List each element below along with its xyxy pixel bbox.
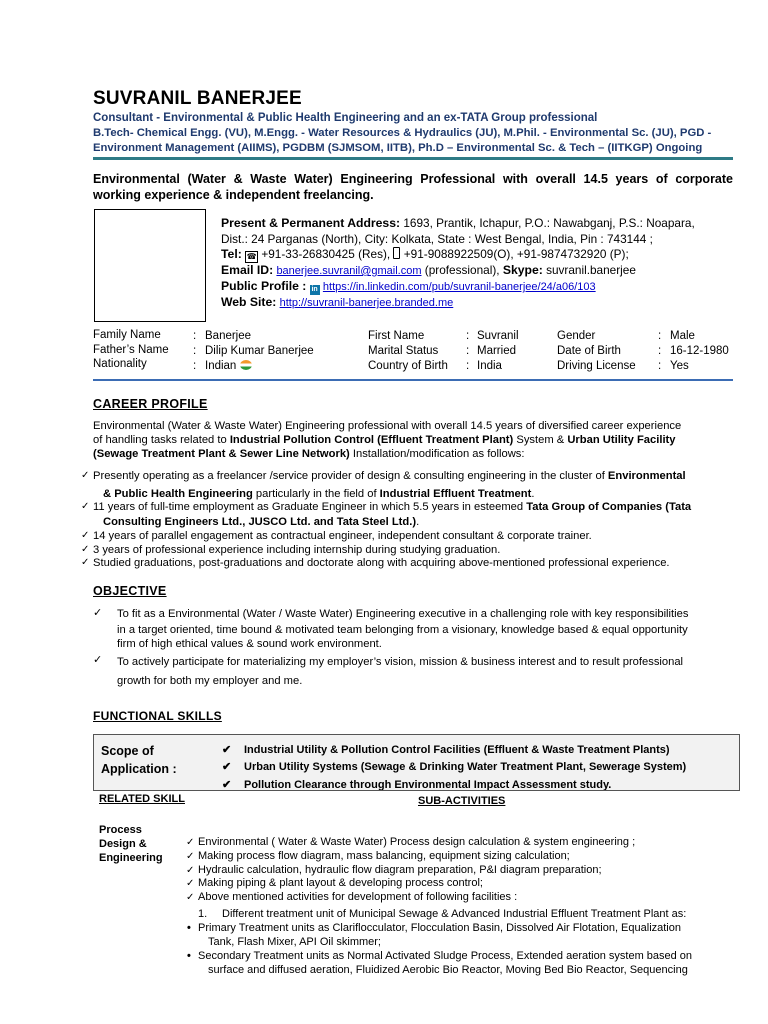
- tel-landline: +91-33-26830425 (Res),: [261, 247, 391, 261]
- tel-line: [221, 247, 629, 263]
- bullet-text: particularly in the field of: [252, 488, 380, 500]
- email-line: [221, 263, 636, 280]
- bullet-icon: •: [187, 922, 191, 934]
- pi-label-marital: Marital Status: [368, 345, 439, 357]
- pi-value-father: Dilip Kumar Banerjee: [205, 345, 314, 357]
- check-icon: ✓: [81, 501, 90, 512]
- address-text-1: 1693, Prantik, Ichapur, P.O.: Nawabganj, P.S.: Noapara,: [403, 216, 695, 230]
- related-skill-header: RELATED SKILL: [99, 793, 185, 805]
- primary-line: Primary Treatment units as Clariflocculator, Flocculation Basin, Dissolved Air Flotation, Equalization: [198, 922, 681, 934]
- degrees-line-2: Environment Management (AIIMS), PGDBM (SJMSOM, IITB), Ph.D – Environmental Sc. & Tech – (IITKGP) Ongoing: [93, 142, 703, 154]
- objective-line: To actively participate for materializing my employer’s vision, mission & business interest and to result professional: [117, 656, 684, 668]
- objective-2: [117, 653, 683, 691]
- objective-line: firm of high ethical values & sound work environment.: [117, 638, 382, 650]
- pi-value-first: Suvranil: [477, 330, 519, 342]
- web-label: Web Site:: [221, 295, 277, 309]
- check-icon: ✓: [186, 878, 195, 889]
- scope-label: [101, 742, 177, 778]
- career-bold: (Sewage Treatment Plant & Sewer Line Network): [93, 448, 350, 460]
- scope-item: [222, 743, 670, 756]
- pi-colon: :: [658, 360, 662, 372]
- career-bullet-5: [81, 556, 670, 570]
- skype-label: Skype:: [502, 263, 543, 277]
- scope-item-text: Urban Utility Systems (Sewage & Drinking Water Treatment Plant, Sewerage System): [244, 761, 687, 773]
- career-heading: CAREER PROFILE: [93, 397, 208, 411]
- email-note: (professional),: [424, 263, 500, 277]
- career-bullet-2-cont: [103, 515, 419, 529]
- process-label-line: Design &: [99, 838, 147, 850]
- numbered-text: Different treatment unit of Municipal Sewage & Advanced Industrial Effluent Treatment Plant as:: [222, 908, 687, 920]
- activity-item: [186, 850, 570, 864]
- profile-label: Public Profile :: [221, 279, 307, 293]
- secondary-treatment-item: [187, 950, 733, 978]
- bullet-text: .: [531, 488, 535, 500]
- activity-text: Making process flow diagram, mass balancing, equipment sizing calculation;: [198, 850, 570, 862]
- skills-heading: FUNCTIONAL SKILLS: [93, 709, 222, 723]
- scope-item-text: Industrial Utility & Pollution Control Facilities (Effluent & Waste Treatment Plants): [244, 744, 670, 756]
- bullet-text: .: [416, 516, 420, 528]
- pi-value-country: India: [477, 360, 502, 372]
- nationality-text: Indian: [205, 360, 237, 372]
- activity-text: Hydraulic calculation, hydraulic flow diagram preparation, P&I diagram preparation;: [198, 864, 602, 876]
- profile-line: [221, 279, 596, 296]
- email-link[interactable]: banerjee.suvranil@gmail.com: [276, 265, 422, 277]
- activity-text: Environmental ( Water & Waste Water) Process design calculation & system engineering ;: [198, 836, 636, 848]
- objective-line: To fit as a Environmental (Water / Waste Water) Engineering executive in a challenging role with key responsibilities: [117, 608, 689, 620]
- website-line: [221, 295, 453, 312]
- india-flag-icon: [240, 360, 252, 370]
- activity-item: [186, 864, 602, 878]
- candidate-name: SUVRANIL BANERJEE: [93, 88, 302, 109]
- career-text: of handling tasks related to: [93, 434, 230, 446]
- pi-label-first: First Name: [368, 330, 425, 342]
- primary-treatment-item: [187, 922, 733, 950]
- process-design-label: [99, 823, 163, 865]
- check-icon: ✔: [222, 761, 232, 773]
- scope-item: [222, 778, 611, 791]
- career-text: System &: [513, 434, 568, 446]
- check-icon: ✓: [186, 865, 195, 876]
- primary-line: Tank, Flash Mixer, API Oil skimmer;: [208, 935, 381, 948]
- scope-item-text: Pollution Clearance through Environmental Impact Assessment study.: [244, 779, 612, 791]
- website-link[interactable]: http://suvranil-banerjee.branded.me: [279, 297, 454, 309]
- pi-label-country: Country of Birth: [368, 360, 448, 372]
- email-label: Email ID:: [221, 263, 274, 277]
- activity-text: Making piping & plant layout & developing process control;: [198, 877, 483, 889]
- career-bold: Urban Utility Facility: [567, 434, 676, 446]
- bullet-text: Presently operating as a freelancer /service provider of design & consulting engineering in the cluster of: [93, 470, 608, 482]
- objective-1: [117, 606, 688, 650]
- objective-check-icon: ✓: [93, 654, 103, 666]
- linkedin-link[interactable]: https://in.linkedin.com/pub/suvranil-banerjee/24/a06/103: [322, 281, 596, 293]
- numbered-item-1: [198, 908, 686, 922]
- objective-check-icon: ✓: [93, 607, 103, 619]
- check-icon: ✓: [186, 851, 195, 862]
- linkedin-icon: in: [311, 286, 318, 293]
- pi-value-license: Yes: [670, 360, 689, 372]
- check-icon: ✓: [186, 892, 195, 903]
- scope-label-line: Application :: [101, 762, 177, 776]
- tagline: Consultant - Environmental & Public Health Engineering and an ex-TATA Group professional: [93, 112, 598, 124]
- bullet-text: Studied graduations, post-graduations and doctorate along with acquiring above-mentioned professional experience.: [93, 557, 670, 569]
- phone-icon: ☎: [246, 252, 257, 261]
- address-label: Present & Permanent Address:: [221, 216, 401, 230]
- pi-value-family: Banerjee: [205, 330, 252, 342]
- career-bullet-1: [81, 469, 733, 483]
- bullet-bold: Tata Group of Companies (Tata: [526, 501, 692, 513]
- pi-label-dob: Date of Birth: [557, 345, 621, 357]
- check-icon: ✓: [81, 470, 90, 481]
- address-line-2: Dist.: 24 Parganas (North), City: Kolkata, State : West Bengal, India, Pin : 743144 ;: [221, 232, 653, 246]
- bullet-bold: Environmental: [607, 470, 686, 482]
- activity-text: Above mentioned activities for development of following facilities :: [198, 891, 518, 903]
- address-line-1: [221, 216, 695, 232]
- process-label-line: Engineering: [99, 852, 163, 864]
- bullet-text: 11 years of full-time employment as Graduate Engineer in which 5.5 years in esteemed: [93, 501, 527, 513]
- career-bullet-3: [81, 529, 592, 543]
- secondary-line: Secondary Treatment units as Normal Activated Sludge Process, Extended aeration system based on: [198, 950, 693, 962]
- header-divider: [93, 157, 733, 160]
- pi-colon: :: [193, 360, 197, 372]
- pi-colon: :: [466, 360, 470, 372]
- bullet-bold: Consulting Engineers Ltd., JUSCO Ltd. and Tata Steel Ltd.): [103, 516, 417, 528]
- career-para-2: [93, 433, 733, 448]
- bullet-icon: •: [187, 950, 191, 962]
- check-icon: ✓: [81, 557, 90, 568]
- pi-colon: :: [658, 330, 662, 342]
- career-para-1: Environmental (Water & Waste Water) Engineering professional with overall 14.5 years of diversified career experience: [93, 420, 682, 432]
- check-icon: ✓: [81, 530, 90, 541]
- personal-divider: [93, 379, 733, 381]
- pi-value-marital: Married: [477, 345, 516, 357]
- pi-colon: :: [658, 345, 662, 357]
- pi-colon: :: [466, 330, 470, 342]
- skype-id: suvranil.banerjee: [546, 263, 636, 277]
- career-bullet-2: [81, 500, 733, 514]
- process-label-line: Process: [99, 824, 142, 836]
- pi-value-nationality: [205, 360, 252, 372]
- check-icon: ✓: [186, 837, 195, 848]
- tel-label: Tel:: [221, 247, 242, 261]
- photo-placeholder: [94, 209, 206, 322]
- pi-value-gender: Male: [670, 330, 695, 342]
- scope-item: [222, 760, 686, 773]
- pi-label-license: Driving License: [557, 360, 636, 372]
- activity-item: [186, 891, 518, 905]
- bullet-text: 14 years of parallel engagement as contractual engineer, independent consultant & corporate trainer.: [93, 530, 592, 542]
- check-icon: ✔: [222, 779, 232, 791]
- career-text: Installation/modification as follows:: [349, 448, 525, 460]
- mobile-icon: [393, 247, 400, 259]
- scope-box: [93, 734, 740, 791]
- pi-colon: :: [193, 330, 197, 342]
- list-number: 1.: [198, 908, 208, 920]
- pi-colon: :: [193, 345, 197, 357]
- pi-label-father: Father’s Name: [93, 344, 169, 356]
- pi-colon: :: [466, 345, 470, 357]
- bullet-bold: & Public Health Engineering: [103, 488, 253, 500]
- pi-label-gender: Gender: [557, 330, 596, 342]
- scope-label-line: Scope of: [101, 744, 154, 758]
- secondary-line: surface and diffused aeration, Fluidized Aerobic Bio Reactor, Moving Bed Bio Reactor, Sequencing: [208, 963, 688, 976]
- career-bold: Industrial Pollution Control (Effluent Treatment Plant): [229, 434, 514, 446]
- pi-label-family: Family Name: [93, 329, 161, 341]
- activity-item: [186, 877, 483, 891]
- intro-summary: Environmental (Water & Waste Water) Engineering Professional with overall 14.5 years of corporate working experience & independent freelancing.: [93, 172, 733, 202]
- objective-line: growth for both my employer and me.: [117, 675, 303, 687]
- activity-item: [186, 836, 636, 850]
- tel-mobile: +91-9088922509(O), +91-9874732920 (P);: [403, 247, 629, 261]
- objective-heading: OBJECTIVE: [93, 584, 167, 598]
- sub-activities-header: SUB-ACTIVITIES: [418, 795, 506, 807]
- pi-value-dob: 16-12-1980: [670, 345, 729, 357]
- pi-label-nationality: Nationality: [93, 358, 147, 370]
- bullet-text: 3 years of professional experience including internship during studying graduation.: [93, 544, 501, 556]
- check-icon: ✓: [81, 544, 90, 555]
- bullet-bold: Industrial Effluent Treatment: [379, 488, 532, 500]
- career-para-3: [93, 447, 733, 462]
- objective-line: in a target oriented, time bound & motivated team belonging from a visionary, knowledge based & equal opportunity: [117, 624, 688, 636]
- degrees-line-1: B.Tech- Chemical Engg. (VU), M.Engg. - Water Resources & Hydraulics (JU), M.Phil. - Environmental Sc. (JU), PGD -: [93, 127, 712, 139]
- check-icon: ✔: [222, 744, 232, 756]
